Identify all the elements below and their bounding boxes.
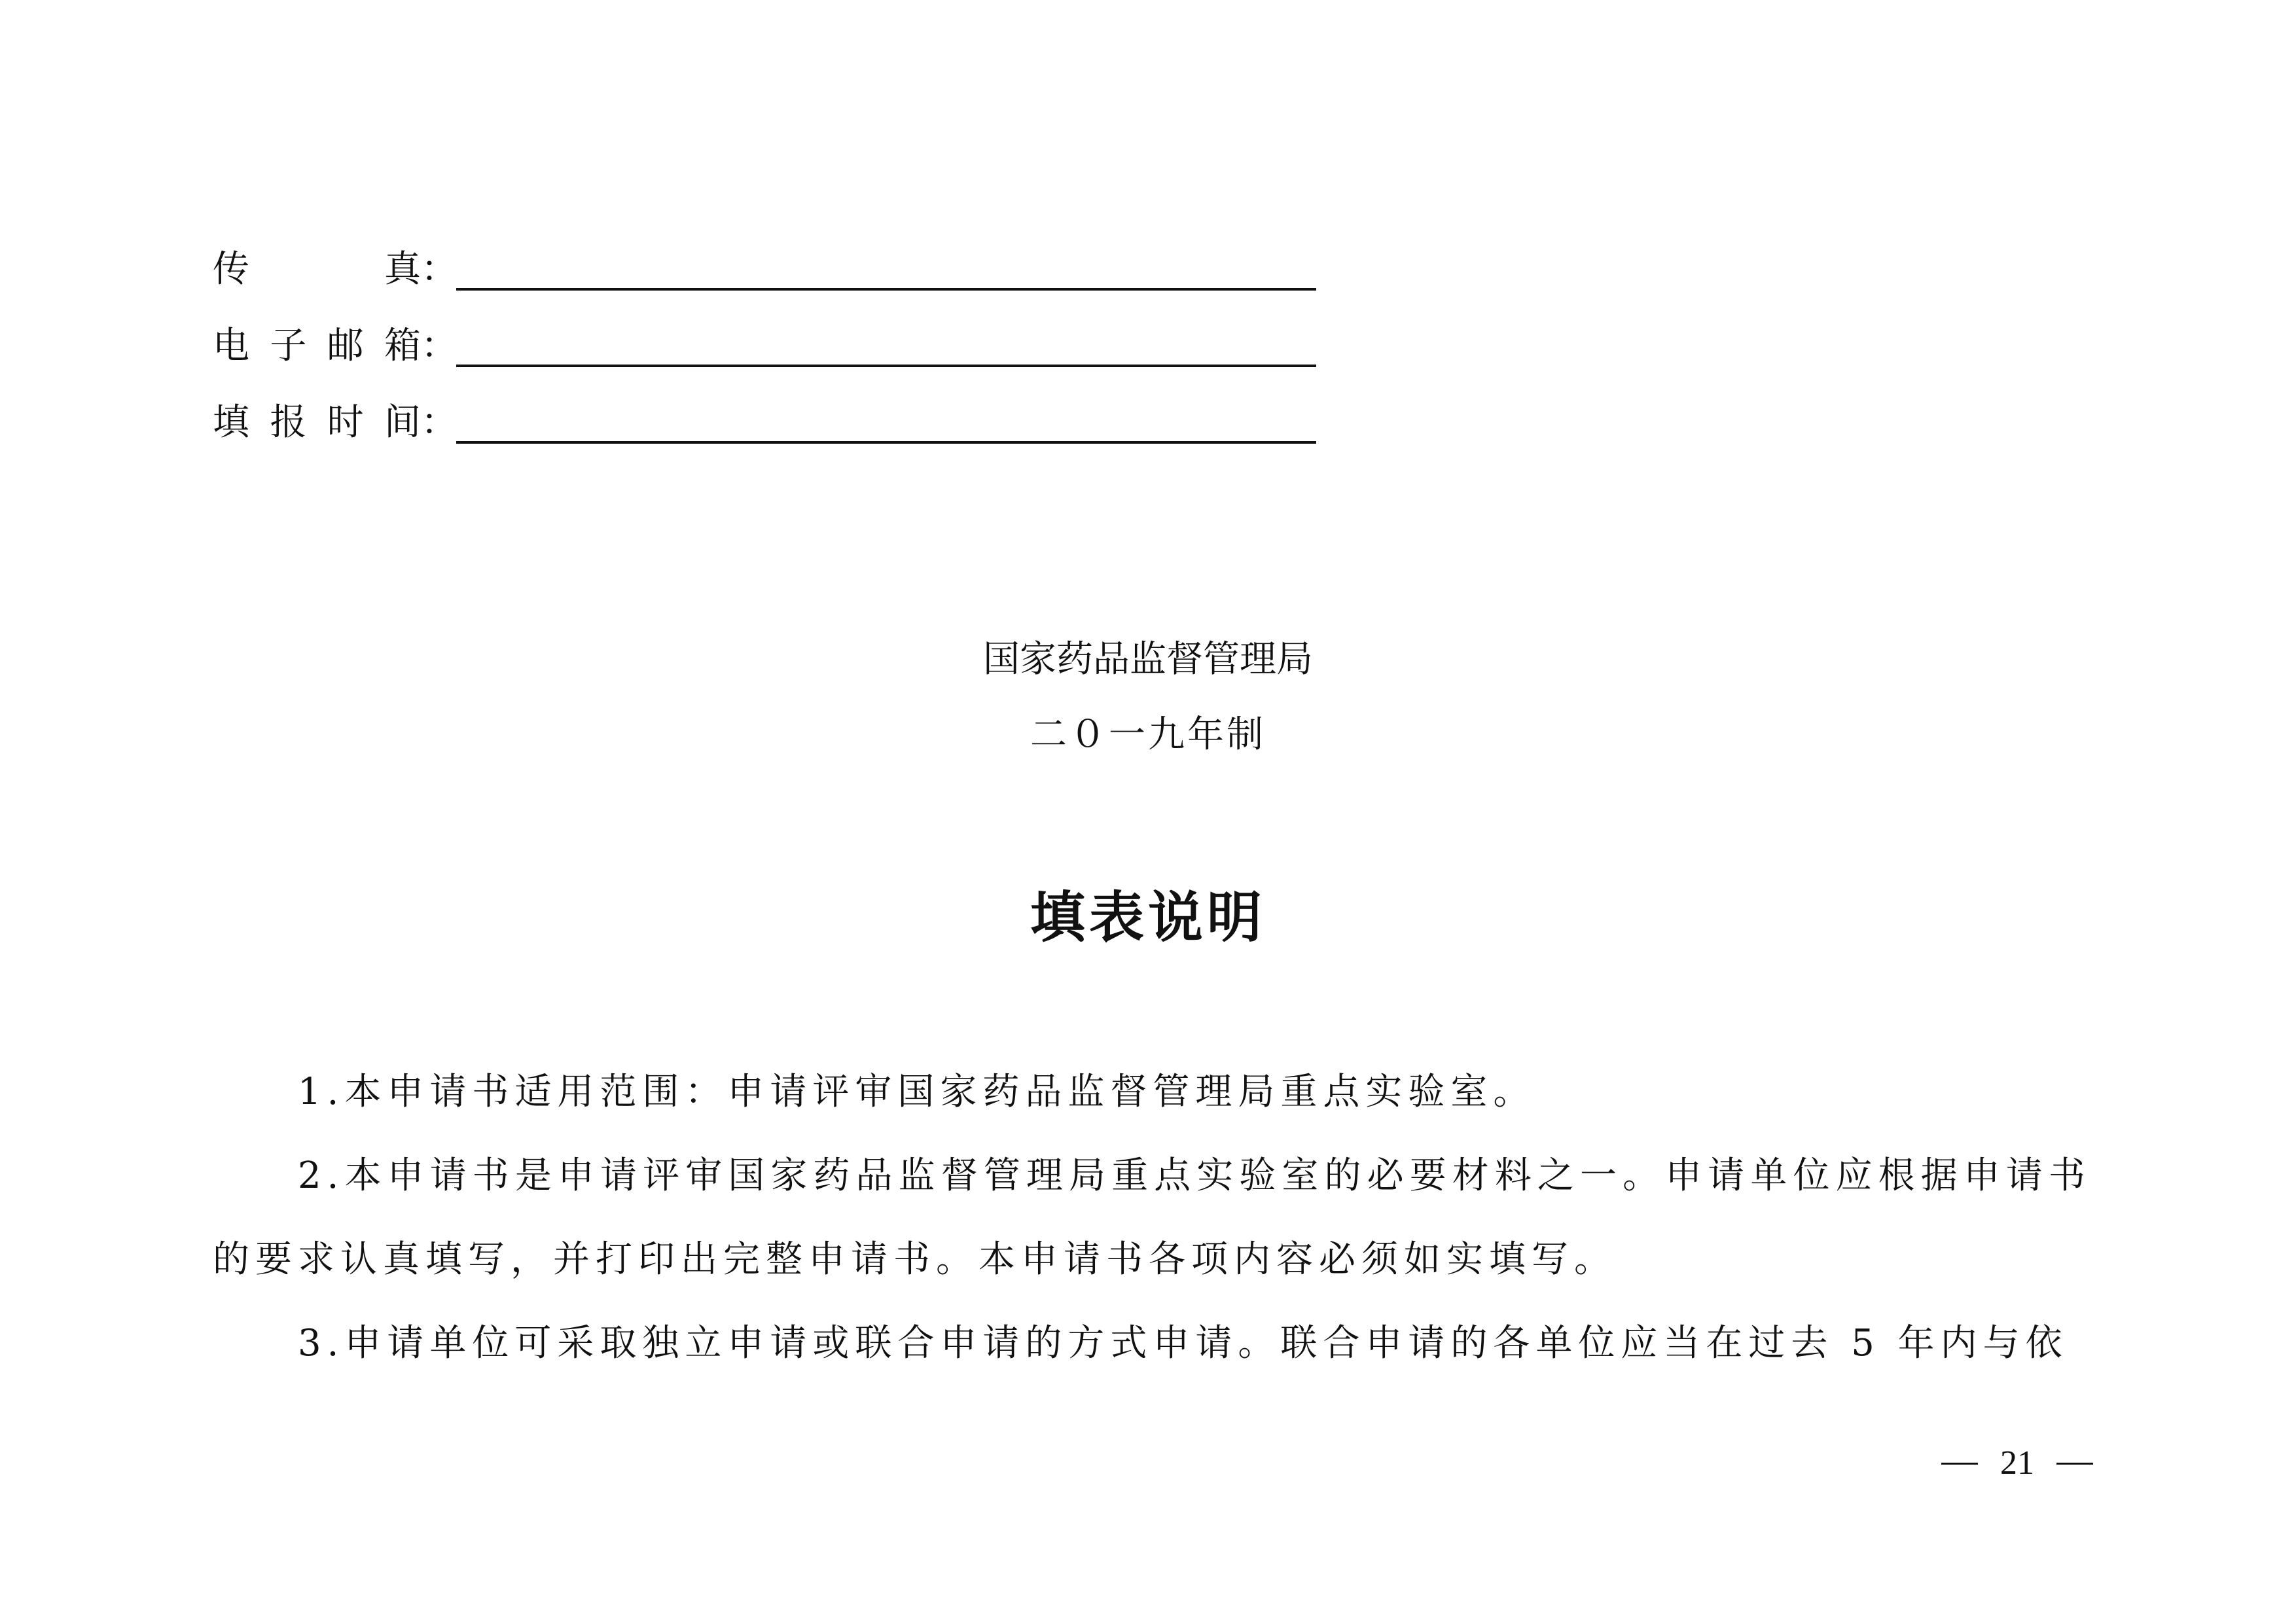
section-title: 填表说明: [1030, 885, 1266, 950]
page-number-dash-right: [2056, 1463, 2093, 1465]
instruction-item: 1.本申请书适用范围：申请评审国家药品监督管理局重点实验室。: [298, 1071, 1536, 1113]
issuer-organization: 国家药品监督管理局: [983, 638, 1313, 681]
fax-colon: ：: [421, 248, 457, 291]
email-field: [213, 319, 455, 371]
date-label: 填 报 时 间: [213, 401, 421, 444]
email-colon: ：: [421, 325, 457, 367]
fax-label: 传 真: [213, 248, 421, 291]
page-number: [1941, 1446, 2093, 1480]
email-label: 电 子 邮 箱: [213, 325, 421, 367]
date-input-line[interactable]: [456, 441, 1316, 444]
instructions: [213, 1050, 2091, 1385]
instruction-item: 2.本申请书是申请评审国家药品监督管理局重点实验室的必要材料之一。申请单位应根据申请书的要求认真填写，并打印出完整申请书。本申请书各项内容必须如实填写。: [213, 1154, 2091, 1281]
date-field: [213, 395, 455, 448]
page-number-dash-left: [1941, 1463, 1978, 1465]
date-colon: ：: [421, 401, 457, 444]
issuer-year: 二０一九年制: [1030, 713, 1266, 756]
fax-field: [213, 242, 455, 294]
page-number-value: 21: [2000, 1444, 2034, 1482]
instruction-item: 3.申请单位可采取独立申请或联合申请的方式申请。联合申请的各单位应当在过去 5 年内与依: [298, 1322, 2068, 1364]
email-input-line[interactable]: [456, 365, 1316, 367]
fax-input-line[interactable]: [456, 288, 1316, 291]
